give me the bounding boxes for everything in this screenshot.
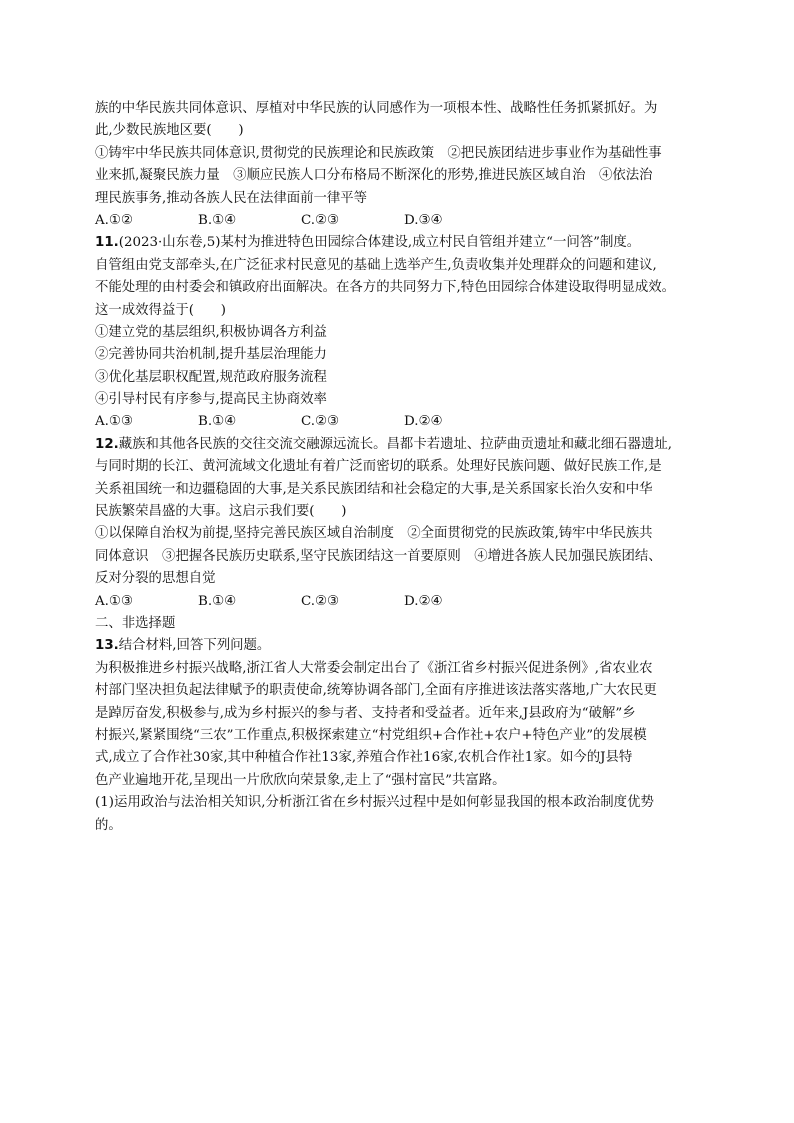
statement-1: ①建立党的基层组织,积极协调各方利益 xyxy=(95,324,327,340)
answer-options xyxy=(95,591,715,613)
question-source-text: (2023·山东卷,5)某村为推进特色田园综合体建设,成立村民自管组并建立“一问答”制度。 xyxy=(118,235,641,251)
material-line: 式,成立了合作社30家,其中种植合作社13家,养殖合作社16家,农机合作社1家。如今的J县特 xyxy=(95,750,633,766)
question-stem-line: 不能处理的由村委会和镇政府出面解决。在各方的共同努力下,特色田园综合体建设取得明显成效。 xyxy=(95,280,676,296)
statement-4: ④引导村民有序参与,提高民主协商效率 xyxy=(95,392,327,408)
material-line: 为积极推进乡村振兴战略,浙江省人大常委会制定出台了《浙江省乡村振兴促进条例》,省农业农 xyxy=(95,660,653,676)
statement-line: 同体意识 ③把握各民族历史联系,坚守民族团结这一首要原则 ④增进各族人民加强民族团结、 xyxy=(95,548,662,564)
answer-options xyxy=(95,210,715,232)
material-line: 村振兴,紧紧围绕“三农”工作重点,积极探索建立“村党组织+合作社+农户+特色产业”的发展模 xyxy=(95,727,647,743)
question-number: 12. xyxy=(95,436,119,452)
question-13 xyxy=(95,635,715,837)
option-d: D.②④ xyxy=(404,593,443,609)
question-stem-line: 与同时期的长江、黄河流域文化遗址有着广泛而密切的联系。处理好民族问题、做好民族工作,是 xyxy=(95,459,662,475)
statement-line: 业来抓,凝聚民族力量 ③顺应民族人口分布格局不断深化的形势,推进民族区域自治 ④依法治 xyxy=(95,168,653,184)
statement-line: ①以保障自治权为前提,坚持完善民族区域自治制度 ②全面贯彻党的民族政策,铸牢中华民族共 xyxy=(95,526,653,542)
question-10 xyxy=(95,98,715,232)
material-line: 色产业遍地开花,呈现出一片欣欣向荣景象,走上了“强村富民”共富路。 xyxy=(95,772,506,788)
option-d: D.②④ xyxy=(404,414,443,430)
option-d: D.③④ xyxy=(404,212,443,228)
question-first-line: 藏族和其他各民族的交往交流交融源远流长。昌都卡若遗址、拉萨曲贡遗址和藏北细石器遗址, xyxy=(118,436,673,452)
statement-line: ①铸牢中华民族共同体意识,贯彻党的民族理论和民族政策 ②把民族团结进步事业作为基础性事 xyxy=(95,145,662,161)
option-c: C.②③ xyxy=(301,212,340,228)
question-12 xyxy=(95,434,715,613)
question-stem-line xyxy=(95,635,715,657)
sub-question-line: (1)运用政治与法治相关知识,分析浙江省在乡村振兴过程中是如何彰显我国的根本政治制度优势 xyxy=(95,795,654,811)
option-a: A.①③ xyxy=(95,414,133,430)
option-a: A.①② xyxy=(95,212,133,228)
question-stem-line xyxy=(95,232,715,254)
question-11 xyxy=(95,232,715,434)
option-a: A.①③ xyxy=(95,593,133,609)
material-line: 村部门坚决担负起法律赋予的职责使命,统筹协调各部门,全面有序推进该法落实落地,广大农民更 xyxy=(95,683,657,699)
option-c: C.②③ xyxy=(301,593,340,609)
material-line: 是踔厉奋发,积极参与,成为乡村振兴的参与者、支持者和受益者。近年来,J县政府为“破解”乡 xyxy=(95,705,636,721)
question-number: 11. xyxy=(95,235,119,251)
section-title: 二、非选择题 xyxy=(95,615,176,631)
question-stem-line: 民族繁荣昌盛的大事。这启示我们要( ) xyxy=(95,504,347,520)
statement-2: ②完善协同共治机制,提升基层治理能力 xyxy=(95,347,327,363)
question-number: 13. xyxy=(95,638,119,654)
sub-question-line: 的。 xyxy=(95,817,122,833)
page-content xyxy=(95,98,715,837)
question-stem-line: 自管组由党支部牵头,在广泛征求村民意见的基础上选举产生,负责收集并处理群众的问题和建议, xyxy=(95,257,657,273)
question-stem-line: 此,少数民族地区要( ) xyxy=(95,123,244,139)
question-stem-line: 关系祖国统一和边疆稳固的大事,是关系民族团结和社会稳定的大事,是关系国家长治久安和中华 xyxy=(95,481,653,497)
option-b: B.①④ xyxy=(198,593,237,609)
statement-line: 理民族事务,推动各族人民在法律面前一律平等 xyxy=(95,190,368,206)
option-b: B.①④ xyxy=(198,414,237,430)
question-stem-line xyxy=(95,434,715,456)
question-instruction: 结合材料,回答下列问题。 xyxy=(118,638,271,654)
option-b: B.①④ xyxy=(198,212,237,228)
question-stem-line: 族的中华民族共同体意识、厚植对中华民族的认同感作为一项根本性、战略性任务抓紧抓好。为 xyxy=(95,101,658,116)
answer-options xyxy=(95,411,715,433)
question-stem-line: 这一成效得益于( ) xyxy=(95,302,226,318)
statement-3: ③优化基层职权配置,规范政府服务流程 xyxy=(95,369,327,385)
statement-line: 反对分裂的思想自觉 xyxy=(95,571,216,587)
option-c: C.②③ xyxy=(301,414,340,430)
